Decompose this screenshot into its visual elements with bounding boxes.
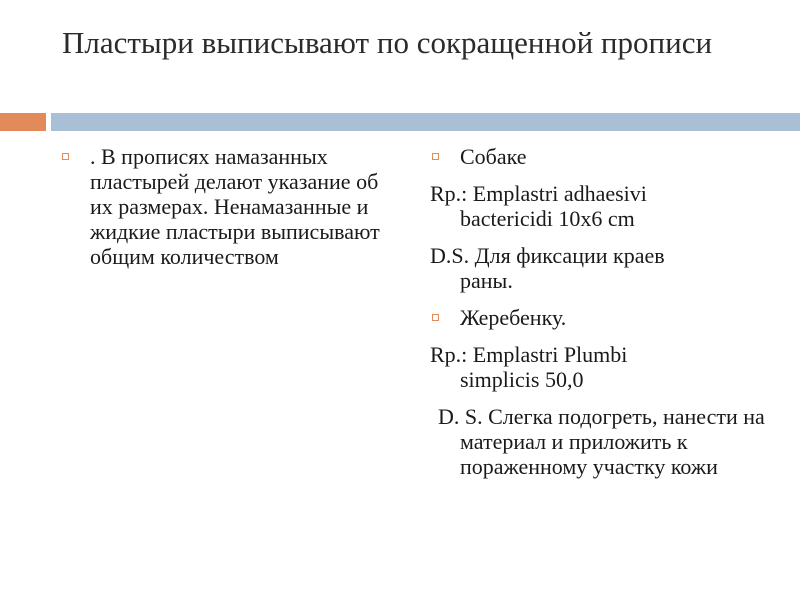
accent-bar [0, 113, 46, 131]
signa-2-text: D. S. Слегка подогреть, нанести на материал и приложить к пораженному участку кожи [438, 404, 765, 479]
recipe-1-line: Rp.: Emplastri adhaesivi [430, 181, 647, 206]
patient-foal-text: Жеребенку. [460, 305, 567, 330]
patient-dog-item [430, 144, 770, 169]
square-bullet-icon [432, 314, 439, 321]
recipe-2-line: Rp.: Emplastri Plumbi [430, 342, 628, 367]
signa-1 [430, 243, 770, 293]
recipe-1 [430, 181, 770, 231]
slide-title: Пластыри выписывают по сокращенной прописи [62, 25, 713, 60]
signa-1-cont: раны. [460, 268, 513, 293]
patient-foal-item [430, 305, 770, 330]
square-bullet-icon [432, 153, 439, 160]
recipe-2 [430, 342, 770, 392]
left-bullet-item [60, 144, 400, 269]
left-column [60, 144, 400, 281]
recipe-1-cont: bactericidi 10x6 cm [460, 206, 635, 231]
signa-2 [430, 404, 770, 479]
header-band [51, 113, 800, 131]
signa-1-line: D.S. Для фиксации краев [430, 243, 665, 268]
recipe-2-cont: simplicis 50,0 [460, 367, 584, 392]
patient-dog-text: Собаке [460, 144, 527, 169]
square-bullet-icon [62, 153, 69, 160]
right-column [430, 144, 770, 491]
left-bullet-text: . В прописях намазанных пластырей делают указание об их размерах. Ненамазанные и жидкие пластыри выписывают общим количеством [90, 144, 380, 269]
